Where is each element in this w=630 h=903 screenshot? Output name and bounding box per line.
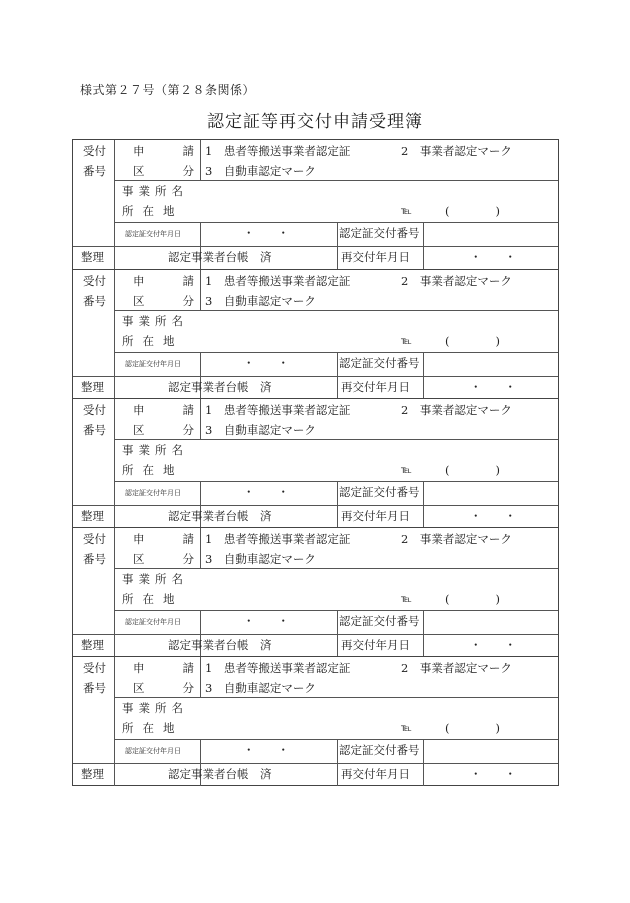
location-label: 所在地: [122, 592, 184, 606]
option-vehicle-mark: 3 自動車認定マーク: [205, 294, 316, 308]
category-label: 区 分: [133, 681, 199, 695]
office-name-label: 事業所名: [122, 701, 188, 715]
cert-number-label: 認定証交付番号: [339, 614, 420, 628]
issue-date-field[interactable]: ・ ・: [243, 614, 289, 628]
register-entry: [73, 527, 558, 656]
ledger-label: 認定事業者台帳 済: [168, 250, 272, 264]
ledger-label: 認定事業者台帳 済: [168, 638, 272, 652]
tel-label: ℡: [401, 723, 412, 734]
seiri-label: 整理: [81, 509, 104, 523]
issue-date-field[interactable]: ・ ・: [243, 743, 289, 757]
application-label: 申 請: [133, 661, 199, 675]
application-label: 申 請: [133, 144, 199, 158]
office-name-label: 事業所名: [122, 443, 188, 457]
issue-date-field[interactable]: ・ ・: [243, 356, 289, 370]
reissue-date-label: 再交付年月日: [341, 638, 410, 652]
receipt-label: 受付: [83, 274, 106, 288]
location-label: 所在地: [122, 721, 184, 735]
office-name-label: 事業所名: [122, 184, 188, 198]
issue-date-label: 認定証交付年月日: [125, 489, 181, 497]
location-label: 所在地: [122, 334, 184, 348]
office-name-label: 事業所名: [122, 572, 188, 586]
register-entry: [73, 656, 558, 785]
reissue-date-field[interactable]: ・ ・: [470, 250, 516, 264]
receipt-label: 受付: [83, 661, 106, 675]
option-business-mark: 2 事業者認定マーク: [401, 274, 512, 288]
reissue-date-label: 再交付年月日: [341, 250, 410, 264]
issue-date-field[interactable]: ・ ・: [243, 485, 289, 499]
register-entry: [73, 140, 558, 269]
tel-label: ℡: [401, 336, 412, 347]
option-business-mark: 2 事業者認定マーク: [401, 144, 512, 158]
reissue-date-label: 再交付年月日: [341, 380, 410, 394]
cert-number-label: 認定証交付番号: [339, 226, 420, 240]
tel-field[interactable]: ( ): [445, 592, 500, 606]
seiri-label: 整理: [81, 250, 104, 264]
option-certificate: 1 患者等搬送事業者認定証: [205, 661, 351, 675]
location-label: 所在地: [122, 463, 184, 477]
reissue-date-field[interactable]: ・ ・: [470, 638, 516, 652]
application-label: 申 請: [133, 274, 199, 288]
form-number: 様式第２７号（第２８条関係）: [80, 83, 256, 97]
issue-date-label: 認定証交付年月日: [125, 360, 181, 368]
receipt-label: 受付: [83, 144, 106, 158]
ledger-label: 認定事業者台帳 済: [168, 767, 272, 781]
register-entry: [73, 269, 558, 398]
tel-label: ℡: [401, 465, 412, 476]
category-label: 区 分: [133, 294, 199, 308]
option-vehicle-mark: 3 自動車認定マーク: [205, 423, 316, 437]
cert-number-label: 認定証交付番号: [339, 743, 420, 757]
application-label: 申 請: [133, 532, 199, 546]
application-label: 申 請: [133, 403, 199, 417]
receipt-number-label: 番号: [83, 552, 106, 566]
receipt-label: 受付: [83, 403, 106, 417]
seiri-label: 整理: [81, 767, 104, 781]
issue-date-label: 認定証交付年月日: [125, 747, 181, 755]
issue-date-field[interactable]: ・ ・: [243, 226, 289, 240]
tel-label: ℡: [401, 594, 412, 605]
category-label: 区 分: [133, 552, 199, 566]
cert-number-label: 認定証交付番号: [339, 356, 420, 370]
option-vehicle-mark: 3 自動車認定マーク: [205, 681, 316, 695]
location-label: 所在地: [122, 204, 184, 218]
receipt-number-label: 番号: [83, 294, 106, 308]
reissue-date-field[interactable]: ・ ・: [470, 380, 516, 394]
category-label: 区 分: [133, 423, 199, 437]
register-table: [72, 139, 559, 786]
ledger-label: 認定事業者台帳 済: [168, 380, 272, 394]
receipt-label: 受付: [83, 532, 106, 546]
option-vehicle-mark: 3 自動車認定マーク: [205, 552, 316, 566]
category-label: 区 分: [133, 164, 199, 178]
receipt-number-label: 番号: [83, 164, 106, 178]
receipt-number-label: 番号: [83, 423, 106, 437]
reissue-date-label: 再交付年月日: [341, 767, 410, 781]
option-vehicle-mark: 3 自動車認定マーク: [205, 164, 316, 178]
option-business-mark: 2 事業者認定マーク: [401, 532, 512, 546]
option-business-mark: 2 事業者認定マーク: [401, 403, 512, 417]
tel-field[interactable]: ( ): [445, 463, 500, 477]
reissue-date-label: 再交付年月日: [341, 509, 410, 523]
tel-field[interactable]: ( ): [445, 334, 500, 348]
issue-date-label: 認定証交付年月日: [125, 230, 181, 238]
tel-field[interactable]: ( ): [445, 721, 500, 735]
cert-number-label: 認定証交付番号: [339, 485, 420, 499]
option-certificate: 1 患者等搬送事業者認定証: [205, 274, 351, 288]
option-business-mark: 2 事業者認定マーク: [401, 661, 512, 675]
seiri-label: 整理: [81, 638, 104, 652]
reissue-date-field[interactable]: ・ ・: [470, 509, 516, 523]
reissue-date-field[interactable]: ・ ・: [470, 767, 516, 781]
seiri-label: 整理: [81, 380, 104, 394]
document-title: 認定証等再交付申請受理簿: [207, 112, 423, 132]
ledger-label: 認定事業者台帳 済: [168, 509, 272, 523]
tel-field[interactable]: ( ): [445, 204, 500, 218]
tel-label: ℡: [401, 206, 412, 217]
register-entry: [73, 398, 558, 527]
issue-date-label: 認定証交付年月日: [125, 618, 181, 626]
receipt-number-label: 番号: [83, 681, 106, 695]
option-certificate: 1 患者等搬送事業者認定証: [205, 144, 351, 158]
office-name-label: 事業所名: [122, 314, 188, 328]
option-certificate: 1 患者等搬送事業者認定証: [205, 403, 351, 417]
option-certificate: 1 患者等搬送事業者認定証: [205, 532, 351, 546]
